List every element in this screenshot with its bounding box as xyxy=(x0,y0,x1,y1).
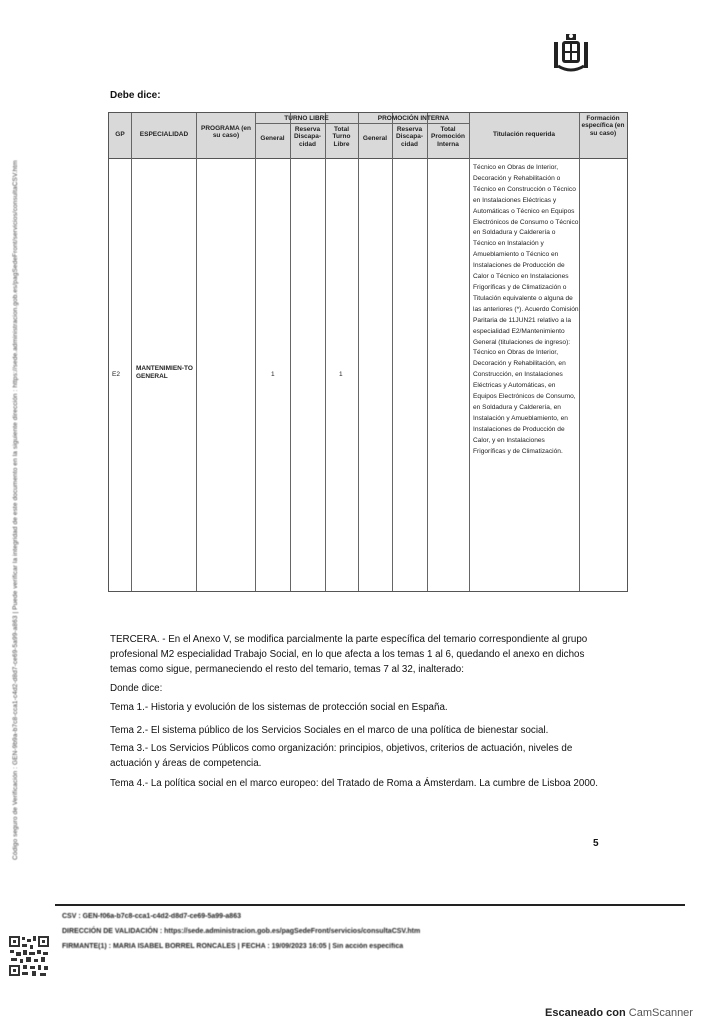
section-heading: Debe dice: xyxy=(110,90,161,101)
cell-especialidad: MANTENIMIEN-TO GENERAL xyxy=(136,365,193,380)
footer-divider xyxy=(55,904,685,906)
header-reserva-libre: Reserva Discapa-cidad xyxy=(293,126,322,148)
header-reserva-promo: Reserva Discapa-cidad xyxy=(395,126,424,148)
cell-total-libre: 1 xyxy=(339,371,343,378)
paragraph-tercera: TERCERA. - En el Anexo V, se modifica parcialmente la parte específica del temario correspondiente al grupo profesional M2 especialidad Trabajo Social, en lo que afecta a los temas 1 al 6, quedando el anexo en dichos temas como sigue, permaneciendo el resto del temario, temas 7 al 32, inalterado: xyxy=(110,634,588,675)
paragraph-tema-4: Tema 4.- La política social en el marco europeo: del Tratado de Roma a Ámsterdam. La cumbre de Lisboa 2000. xyxy=(110,778,598,789)
footer-csv: CSV : GEN-f06a-b7c8-cca1-c4d2-d8d7-ce69-5a99-a863 xyxy=(62,913,241,920)
header-turno-libre: TURNO LIBRE xyxy=(284,115,329,122)
staffing-table xyxy=(108,112,628,592)
header-general-promo: General xyxy=(362,135,388,142)
cell-gp: E2 xyxy=(112,371,120,378)
header-total-libre: Total Turno Libre xyxy=(332,126,351,148)
header-especialidad: ESPECIALIDAD xyxy=(139,131,189,138)
header-general-libre: General xyxy=(260,135,285,142)
header-total-promo: Total Promoción Interna xyxy=(431,126,465,148)
header-formacion: Formación específica (en su caso) xyxy=(581,115,625,137)
cell-general-libre: 1 xyxy=(271,371,275,378)
header-programa: PROGRAMA (en su caso) xyxy=(201,125,251,140)
paragraph-donde-dice: Donde dice: xyxy=(110,683,163,694)
footer-validation-url[interactable]: DIRECCIÓN DE VALIDACIÓN : https://sede.administracion.gob.es/pagSedeFront/servicios/consultaCSV.htm xyxy=(62,928,421,935)
footer-signer: FIRMANTE(1) : MARIA ISABEL BORREL RONCALES | FECHA : 19/09/2023 16:05 | Sin acción específica xyxy=(62,943,404,950)
header-gp: GP xyxy=(115,131,125,138)
qr-code-icon xyxy=(8,935,50,977)
verification-side-note: Código seguro de Verificación : GEN-9b9a-b7c8-cca1-c4d2-d8d7-ce69-5a99-a863 | Puede verificar la integridad de este documento en la siguiente dirección : https://sede.administracion.gob.es/pagSedeFront/servicios/consultaCSV.htm xyxy=(12,160,19,860)
coat-of-arms-icon xyxy=(552,32,590,76)
scanner-label: Escaneado con xyxy=(545,1007,626,1019)
paragraph-tema-2: Tema 2.- El sistema público de los Servicios Sociales en el marco de una política de bienestar social. xyxy=(110,725,549,736)
cell-titulacion: Técnico en Obras de Interior, Decoración y Rehabilitación o Técnico en Construcción o Técnico en Instalaciones Eléctricas y Automáticas o Técnico en Equipos Electrónicos de Consumo o Técnico en Soldadura y Calderería o Técnico en Instalación y Amueblamiento o Técnico en Instalaciones de Producción de Calor o Técnico en Instalaciones Frigoríficas y de Climatización o Titulación equivalente o alguna de las anteriores (*). Acuerdo Comisión Paritaria de 11JUN21 relativo a la especialidad E2/Mantenimiento General (titulaciones de ingreso): Técnico en Obras de Interior, Decoración y Rehabilitación, en Construcción, en Instalaciones Eléctricas y Automáticas, en Equipos Electrónicos de Consumo, en Soldadura y Calderería, en Instalación y Amueblamiento, en Instalaciones de Producción de Calor, y en Instalaciones Frigoríficas y de Climatización. xyxy=(473,164,579,455)
paragraph-tema-1: Tema 1.- Historia y evolución de los sistemas de protección social en España. xyxy=(110,702,448,713)
page-number: 5 xyxy=(593,838,599,849)
camscanner-watermark xyxy=(545,1007,693,1019)
header-titulacion: Titulación requerida xyxy=(492,131,555,138)
header-promocion-interna: PROMOCIÓN INTERNA xyxy=(377,115,450,122)
scanner-brand: CamScanner xyxy=(628,1007,693,1019)
paragraph-tema-3: Tema 3.- Los Servicios Públicos como organización: principios, objetivos, criterios de actuación, niveles de actuación y áreas de competencia. xyxy=(110,743,573,769)
